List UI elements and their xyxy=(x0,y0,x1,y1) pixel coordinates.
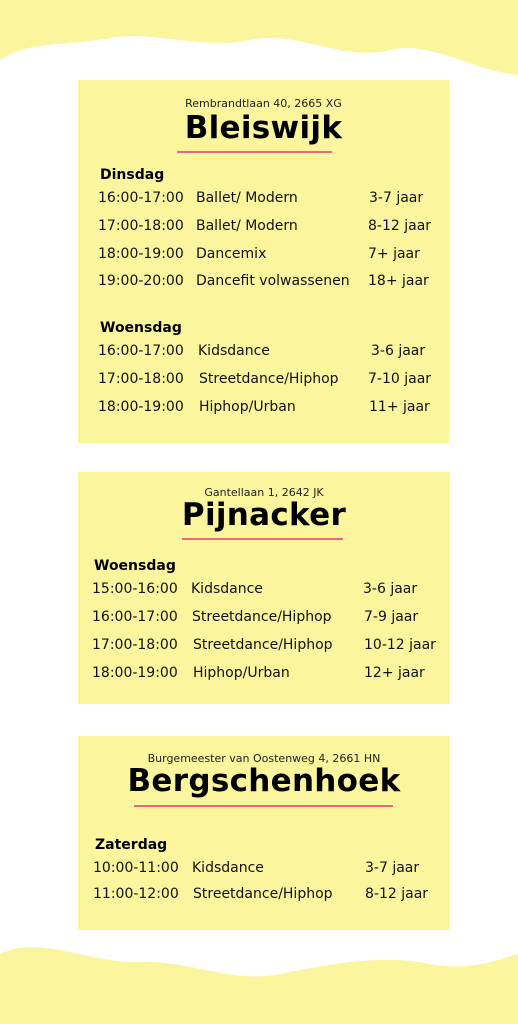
class-age: 11+ jaar xyxy=(369,399,430,415)
class-time: 16:00-17:00 xyxy=(98,190,184,206)
class-name: Kidsdance xyxy=(192,860,264,876)
day-heading: Woensdag xyxy=(94,558,176,574)
location-address: Rembrandtlaan 40, 2665 XG xyxy=(185,97,342,110)
location-card-pijnacker xyxy=(78,472,450,704)
class-age: 12+ jaar xyxy=(364,665,425,681)
class-age: 18+ jaar xyxy=(368,273,429,289)
class-age: 3-6 jaar xyxy=(363,581,418,597)
title-underline xyxy=(134,805,393,807)
class-name: Ballet/ Modern xyxy=(196,190,298,206)
class-age: 8-12 jaar xyxy=(368,218,432,234)
class-name: Hiphop/Urban xyxy=(193,665,290,681)
location-card-bergschenhoek xyxy=(78,736,450,930)
location-city-title: Bergschenhoek xyxy=(127,763,401,799)
class-name: Streetdance/Hiphop xyxy=(193,637,333,653)
class-time: 16:00-17:00 xyxy=(98,343,184,359)
class-time: 19:00-20:00 xyxy=(98,273,184,289)
class-age: 7-9 jaar xyxy=(364,609,419,625)
class-name: Ballet/ Modern xyxy=(196,218,298,234)
class-time: 17:00-18:00 xyxy=(98,371,184,387)
class-age: 3-7 jaar xyxy=(369,190,424,206)
location-city-title: Bleiswijk xyxy=(184,110,343,146)
class-age: 10-12 jaar xyxy=(364,637,436,653)
class-time: 18:00-19:00 xyxy=(98,399,184,415)
class-time: 17:00-18:00 xyxy=(98,218,184,234)
location-card-bleiswijk xyxy=(78,80,449,443)
class-name: Streetdance/Hiphop xyxy=(192,609,332,625)
day-heading: Woensdag xyxy=(100,320,182,336)
class-time: 11:00-12:00 xyxy=(93,886,179,902)
title-underline xyxy=(182,538,343,540)
class-time: 17:00-18:00 xyxy=(92,637,178,653)
location-city-title: Pijnacker xyxy=(181,497,347,533)
day-heading: Dinsdag xyxy=(100,167,165,183)
class-name: Kidsdance xyxy=(198,343,270,359)
bottom-wave-decoration xyxy=(0,934,518,1024)
class-time: 18:00-19:00 xyxy=(92,665,178,681)
class-age: 7+ jaar xyxy=(368,246,420,262)
class-name: Streetdance/Hiphop xyxy=(193,886,333,902)
class-name: Dancemix xyxy=(196,246,267,262)
class-time: 10:00-11:00 xyxy=(93,860,179,876)
class-name: Streetdance/Hiphop xyxy=(199,371,339,387)
class-time: 18:00-19:00 xyxy=(98,246,184,262)
class-age: 3-6 jaar xyxy=(371,343,426,359)
class-age: 3-7 jaar xyxy=(365,860,420,876)
location-address: Burgemeester van Oostenweg 4, 2661 HN xyxy=(147,752,381,765)
location-address: Gantellaan 1, 2642 JK xyxy=(204,486,324,499)
top-wave-decoration xyxy=(0,0,518,80)
class-time: 15:00-16:00 xyxy=(92,581,178,597)
class-age: 8-12 jaar xyxy=(365,886,429,902)
day-heading: Zaterdag xyxy=(95,837,168,853)
title-underline xyxy=(177,151,332,153)
class-time: 16:00-17:00 xyxy=(92,609,178,625)
class-name: Dancefit volwassenen xyxy=(196,273,350,289)
class-name: Hiphop/Urban xyxy=(199,399,296,415)
class-name: Kidsdance xyxy=(191,581,263,597)
class-age: 7-10 jaar xyxy=(368,371,432,387)
